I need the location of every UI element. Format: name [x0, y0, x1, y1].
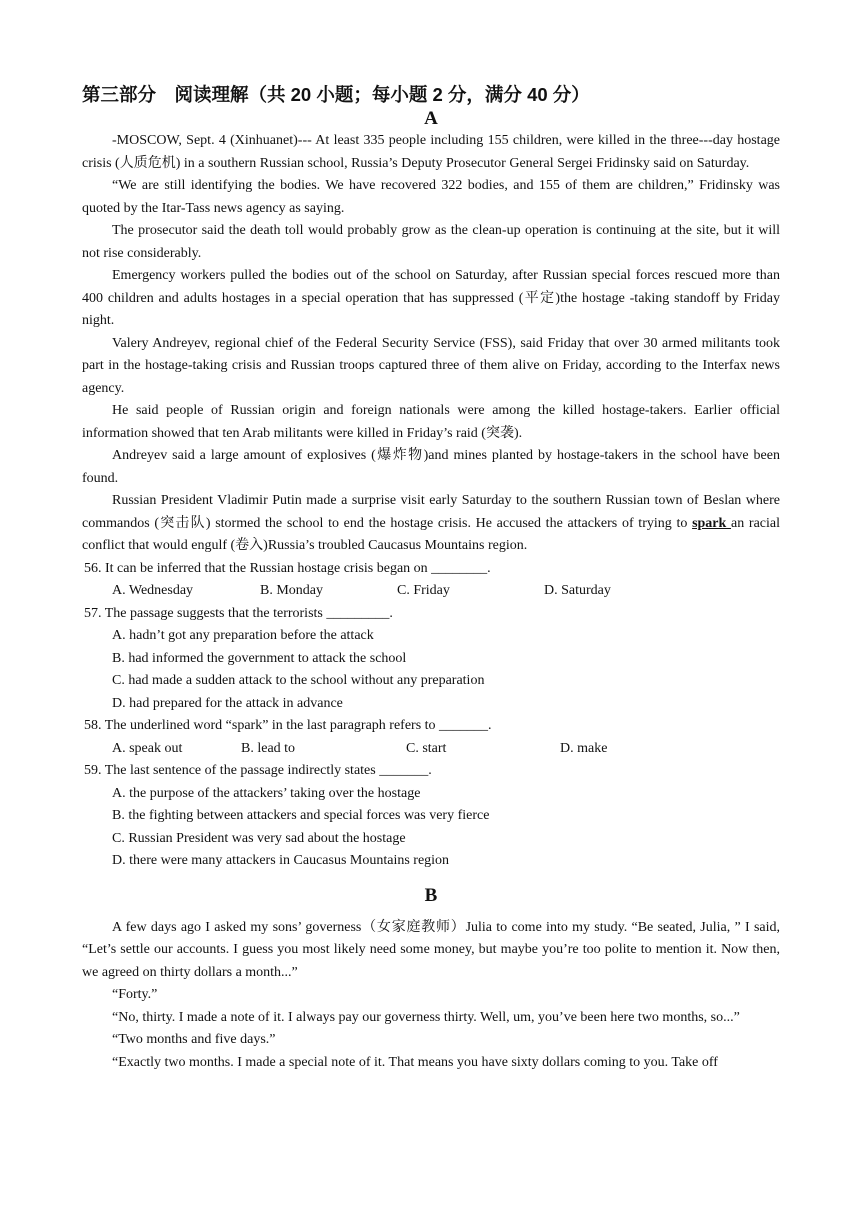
- question-56-options: [82, 580, 780, 603]
- option-57-b: B. had informed the government to attack the school: [112, 650, 407, 666]
- passage-b-paragraph-1: A few days ago I asked my sons’ governess（女家庭教师）Julia to come into my study. “Be seated, Julia, ” I said, “Let’s settle our accounts. I guess you most likely need some money, but maybe you’re too polite to mention it. Now then, we agreed on thirty dollars a month...”: [82, 919, 780, 980]
- option-58-d: D. make: [560, 740, 608, 756]
- option-57-d: D. had prepared for the attack in advance: [112, 695, 343, 711]
- passage-a-paragraph-4: Emergency workers pulled the bodies out of the school on Saturday, after Russian special forces rescued more than 400 children and adults hostages in a special operation that has suppressed (平定)the hostage -taking standoff by Friday night.: [82, 268, 780, 328]
- option-56-a: A. Wednesday: [112, 583, 194, 598]
- question-58-options: [82, 738, 780, 761]
- passage-a-paragraph-1: -MOSCOW, Sept. 4 (Xinhuanet)--- At least 335 people including 155 children, were killed in the three---day hostage crisis (人质危机) in a southern Russian school, Russia’s Deputy Prosecutor General Sergei Fridinsky said on Saturday.: [82, 133, 780, 171]
- section-a-label: A: [424, 108, 438, 129]
- option-56-b: B. Monday: [260, 583, 323, 598]
- option-59-b: B. the fighting between attackers and special forces was very fierce: [112, 808, 490, 823]
- option-59-a: A. the purpose of the attackers’ taking over the hostage: [112, 785, 421, 801]
- underlined-word-spark: spark: [692, 515, 732, 531]
- question-58: 58. The underlined word “spark” in the last paragraph refers to _______.: [84, 718, 492, 733]
- option-59-d: D. there were many attackers in Caucasus Mountains region: [112, 853, 450, 868]
- option-59-c: C. Russian President was very sad about the hostage: [112, 830, 406, 846]
- paragraph-8-text-before: Russian President Vladimir Putin made a surprise visit early Saturday to the southern Russian town of Beslan where commandos (突击队) stormed the school to end the hostage crisis. He accused the attackers of trying to: [82, 493, 780, 531]
- passage-b-paragraph-3: “No, thirty. I made a note of it. I always pay our governess thirty. Well, um, you’ve been here two months, so...”: [112, 1009, 740, 1025]
- passage-b-paragraph-2: “Forty.”: [112, 987, 158, 1002]
- part-heading: 第三部分 阅读理解（共 20 小题；每小题 2 分，满分 40 分）: [82, 84, 590, 105]
- passage-a-paragraph-8: [82, 490, 780, 558]
- option-58-c: C. start: [406, 740, 447, 756]
- paragraph-8-text-after: an racial conflict that would engulf (卷入)Russia’s troubled Caucasus Mountains region.: [82, 515, 781, 553]
- passage-a-paragraph-5: Valery Andreyev, regional chief of the Federal Security Service (FSS), said Friday that over 30 armed militants took part in the hostage-taking crisis and Russian troops captured three of them alive on Friday, according to the Interfax news agency.: [82, 335, 780, 396]
- passage-a-paragraph-2: “We are still identifying the bodies. We have recovered 322 bodies, and 155 of them are children,” Fridinsky was quoted by the Itar-Tass news agency as saying.: [82, 178, 780, 216]
- option-57-c: C. had made a sudden attack to the school without any preparation: [112, 673, 485, 688]
- option-58-b: B. lead to: [241, 740, 296, 756]
- question-56: 56. It can be inferred that the Russian hostage crisis began on ________.: [84, 560, 491, 576]
- option-58-a: A. speak out: [112, 740, 183, 756]
- passage-a-paragraph-7: Andreyev said a large amount of explosives (爆炸物)and mines planted by hostage-takers in the school have been found.: [82, 448, 780, 486]
- option-57-a: A. hadn’t got any preparation before the attack: [112, 628, 374, 643]
- passage-b-paragraph-4: “Two months and five days.”: [112, 1032, 276, 1047]
- exam-page: [82, 82, 780, 1074]
- option-56-d: D. Saturday: [544, 583, 611, 598]
- passage-a-paragraph-3: The prosecutor said the death toll would probably grow as the clean-up operation is continuing at the site, but it will not rise considerably.: [82, 223, 780, 261]
- question-57: 57. The passage suggests that the terrorists _________.: [84, 605, 393, 621]
- option-56-c: C. Friday: [397, 583, 450, 598]
- section-b-label: B: [424, 884, 438, 906]
- question-59: 59. The last sentence of the passage indirectly states _______.: [84, 763, 432, 778]
- passage-a-paragraph-6: He said people of Russian origin and foreign nationals were among the killed hostage-takers. Earlier official information showed that ten Arab militants were killed in Friday’s raid (突袭).: [82, 403, 780, 441]
- passage-b-paragraph-5: “Exactly two months. I made a special note of it. That means you have sixty dollars coming to you. Take off: [112, 1054, 718, 1070]
